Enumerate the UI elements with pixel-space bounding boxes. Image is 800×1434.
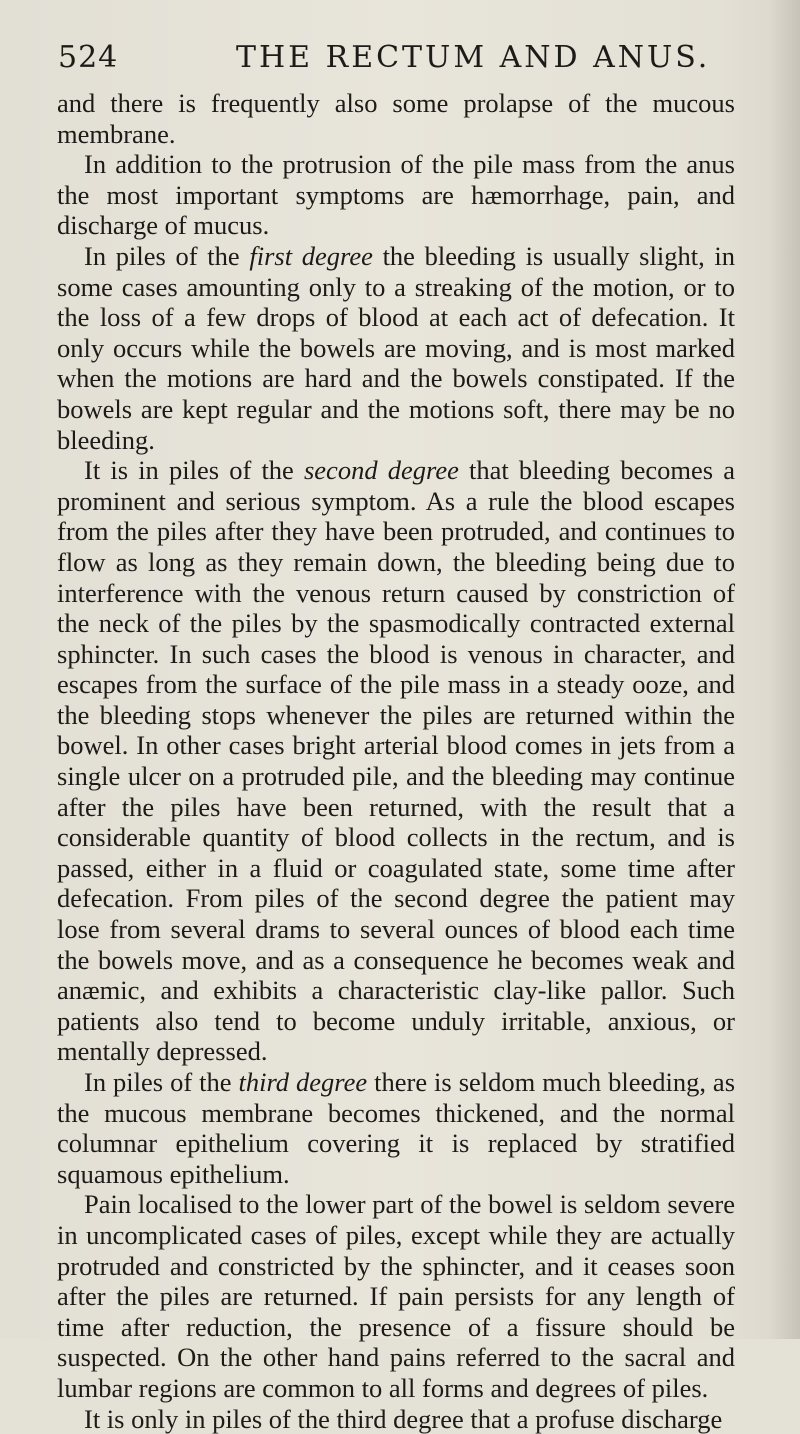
italic-term-second-degree: second degree [303,455,459,486]
paragraph-rest-text: the bleeding is usually slight, in some cases amounting only to a streaking of the motion, or to the loss of a few drops of blood at each act of defecation. It only occurs while the bowels are moving, and is most marked when the motions are hard and the bowels constipated. If the bowels are kept regular and the motions soft, there may be no bleeding. [57,240,735,455]
paragraph-third-degree [57,1067,735,1189]
paragraph-prolapse-continuation: and there is frequently also some prolapse of the mucous membrane. [57,88,735,149]
italic-term-first-degree: first degree [249,240,373,271]
paragraph-rest-text: that bleeding becomes a prominent and serious symptom. As a rule the blood escapes from the piles after they have been protruded, and continues to flow as long as they remain down, the bleeding being due to interference with the venous return caused by constriction of the neck of the piles by the spasmodically contracted external sphincter. In such cases the blood is venous in character, and escapes from the surface of the pile mass in a steady ooze, and the bleeding stops whenever the piles are returned within the bowel. In other cases bright arterial blood comes in jets from a single ulcer on a protruded pile, and the bleeding may continue after the piles have been returned, with the result that a considerable quantity of blood collects in the rectum, and is passed, either in a fluid or coagulated state, some time after defecation. From piles of the second degree the patient may lose from several drams to several ounces of blood each time the bowels move, and as a consequence he becomes weak and anæmic, and exhibits a characteristic clay-like pallor. Such patients also tend to become unduly irritable, anxious, or mentally depressed. [57,455,735,1067]
paragraph-symptoms-intro: In addition to the protrusion of the pile mass from the anus the most important symptoms are hæmorrhage, pain, and discharge of mucus. [57,149,735,241]
page-edge-shadow [770,0,800,1339]
running-title: THE RECTUM AND ANUS. [236,40,711,75]
paragraph-rest-text: there is seldom much bleeding, as the mucous membrane becomes thickened, and the normal columnar epithelium covering it is replaced by stratified squamous epithelium. [57,1067,736,1189]
paragraph-lead-text: In piles of the [84,1067,239,1097]
paragraph-pain: Pain localised to the lower part of the bowel is seldom severe in uncomplicated cases of piles, except while they are actually protruded and constricted by the sphincter, and it ceases soon after the piles are returned. If pain persists for any length of time after reduction, the presence of a fissure should be suspected. On the other hand pains referred to the sacral and lumbar regions are common to all forms and degrees of piles. [57,1189,735,1403]
paragraph-first-degree [57,241,735,455]
paragraph-lead-text: In piles of the [84,240,250,271]
paragraph-discharge: It is only in piles of the third degree that a profuse discharge [84,1403,723,1434]
paragraph-second-degree [57,455,735,1067]
paragraph-lead-text: It is in piles of the [84,455,304,486]
page-number: 524 [58,40,119,75]
body-text [57,88,735,1434]
italic-term-third-degree: third degree [238,1067,368,1097]
running-head [58,38,738,78]
